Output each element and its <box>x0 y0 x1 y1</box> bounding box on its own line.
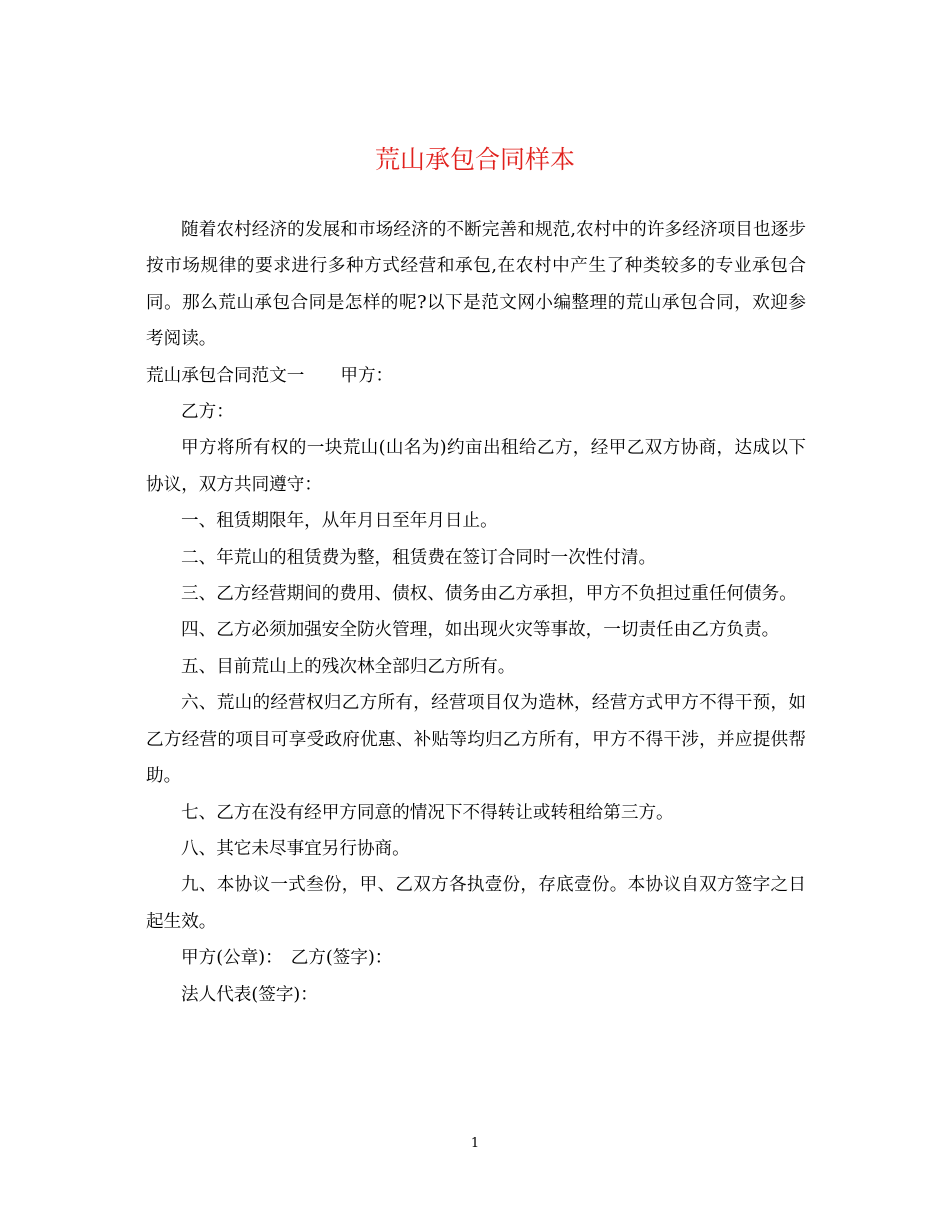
preamble-paragraph: 甲方将所有权的一块荒山(山名为)约亩出租给乙方，经甲乙双方协商，达成以下协议，双方共同遵守： <box>146 438 806 495</box>
clause-7: 七、乙方在没有经甲方同意的情况下不得转让或转租给第三方。 <box>181 802 674 823</box>
party-a-label: 甲方： <box>340 365 394 386</box>
signature-party-a: 甲方(公章)： <box>181 948 283 969</box>
sample-heading: 荒山承包合同范文一 <box>146 365 305 386</box>
clause-1: 一、租赁期限年，从年月日至年月日止。 <box>181 511 498 532</box>
clause-2: 二、年荒山的租赁费为整，租赁费在签订合同时一次性付清。 <box>181 547 657 568</box>
clause-5: 五、目前荒山上的残次林全部归乙方所有。 <box>181 656 516 677</box>
document-body <box>146 212 806 1013</box>
party-b-label: 乙方： <box>181 402 234 423</box>
legal-representative-line: 法人代表(签字)： <box>181 984 318 1005</box>
clause-9: 九、本协议一式叁份，甲、乙双方各执壹份，存底壹份。本协议自双方签字之日起生效。 <box>146 875 806 932</box>
clause-4: 四、乙方必须加强安全防火管理，如出现火灾等事故，一切责任由乙方负责。 <box>181 620 780 641</box>
intro-paragraph: 随着农村经济的发展和市场经济的不断完善和规范,农村中的许多经济项目也逐步按市场规律的要求进行多种方式经营和承包,在农村中产生了种类较多的专业承包合同。那么荒山承包合同是怎样的呢?以下是范文网小编整理的荒山承包合同，欢迎参考阅读。 <box>146 220 806 350</box>
page-number: 1 <box>470 1136 480 1151</box>
signature-party-b: 乙方(签字)： <box>290 948 393 969</box>
sample-heading-line <box>146 358 806 394</box>
document-title: 荒山承包合同样本 <box>374 145 575 174</box>
clause-8: 八、其它未尽事宜另行协商。 <box>181 838 410 859</box>
clause-3: 三、乙方经营期间的费用、债权、债务由乙方承担，甲方不负担过重任何债务。 <box>181 584 797 605</box>
signature-line <box>146 940 806 976</box>
clause-6: 六、荒山的经营权归乙方所有，经营项目仅为造林，经营方式甲方不得干预，如乙方经营的项目可享受政府优惠、补贴等均归乙方所有，甲方不得干涉，并应提供帮助。 <box>146 693 806 787</box>
